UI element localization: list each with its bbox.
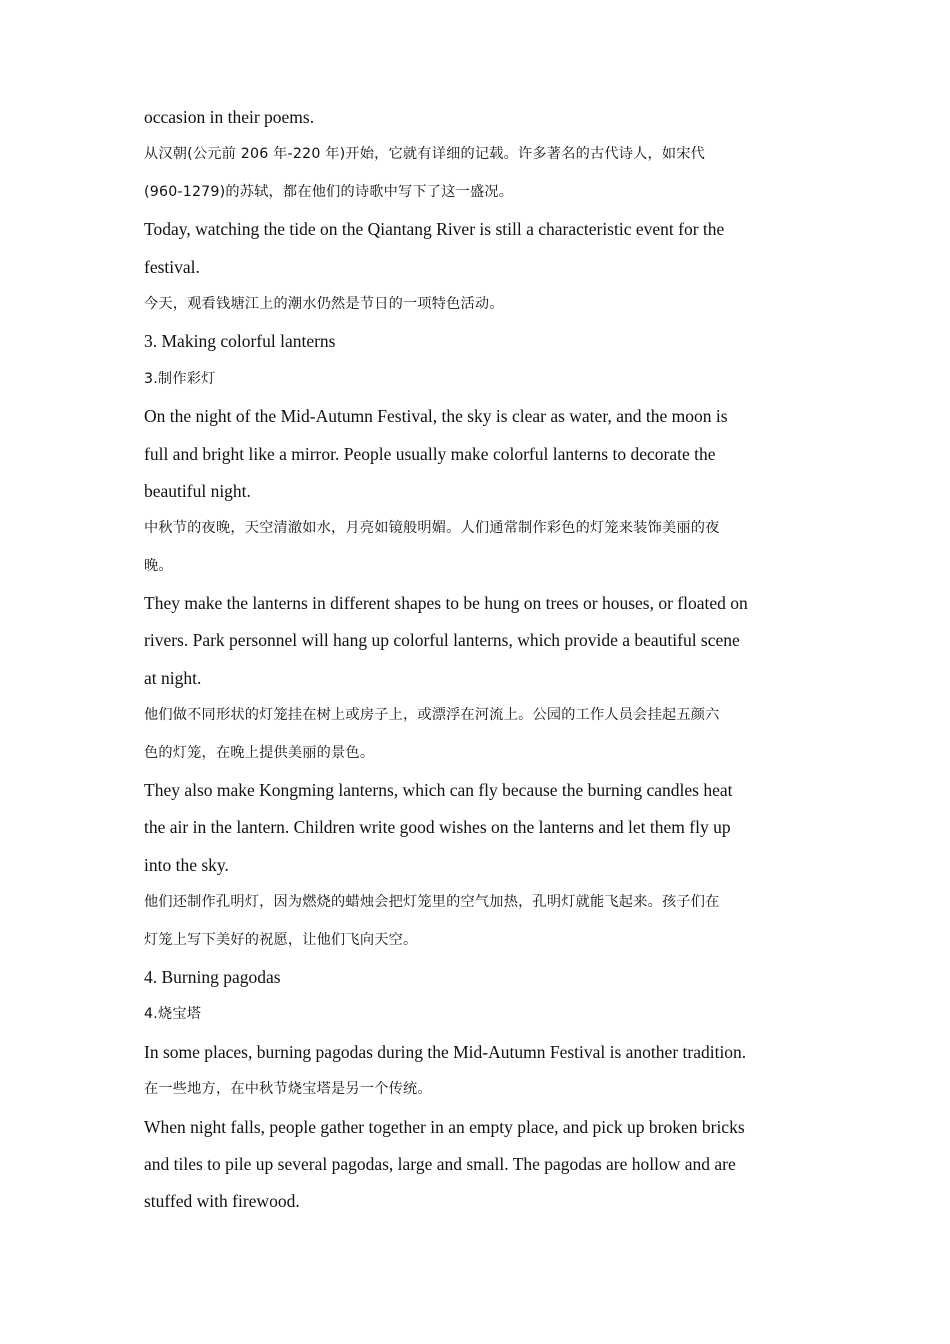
section-heading-zh: 3.制作彩灯 [144, 370, 216, 387]
text-line-zh: 从汉朝(公元前 206 年-220 年)开始，它就有详细的记载。许多著名的古代诗人，如宋代 [144, 146, 706, 163]
text-line-en: occasion in their poems. [144, 107, 315, 127]
text-line-en: into the sky. [144, 854, 229, 875]
text-line-en: at night. [144, 667, 202, 688]
text-line-en: stuffed with firewood. [144, 1191, 300, 1212]
text-line-en: In some places, burning pagodas during the Mid-Autumn Festival is another tradition. [144, 1041, 747, 1062]
text-line-en: and tiles to pile up several pagodas, large and small. The pagodas are hollow and are [144, 1153, 736, 1174]
text-line-zh: 晚。 [144, 557, 173, 574]
text-line-en: When night falls, people gather together in an empty place, and pick up broken bricks [144, 1116, 745, 1137]
text-line-en: They make the lanterns in different shapes to be hung on trees or houses, or floated on [144, 593, 748, 614]
text-line-zh: 他们做不同形状的灯笼挂在树上或房子上，或漂浮在河流上。公园的工作人员会挂起五颜六 [144, 707, 720, 724]
document-page [144, 99, 812, 1221]
text-line-zh: 今天，观看钱塘江上的潮水仍然是节日的一项特色活动。 [144, 295, 504, 312]
text-line-zh: 灯笼上写下美好的祝愿，让他们飞向天空。 [144, 931, 418, 948]
text-line-en: Today, watching the tide on the Qiantang River is still a characteristic event for the [144, 219, 725, 240]
section-heading-zh: 4.烧宝塔 [144, 1006, 202, 1023]
text-line-en: festival. [144, 256, 200, 277]
text-line-en: rivers. Park personnel will hang up colorful lanterns, which provide a beautiful scene [144, 630, 740, 651]
text-line-zh: 他们还制作孔明灯，因为燃烧的蜡烛会把灯笼里的空气加热，孔明灯就能飞起来。孩子们在 [144, 894, 720, 911]
text-line-zh: 在一些地方，在中秋节烧宝塔是另一个传统。 [144, 1081, 432, 1098]
text-line-en: They also make Kongming lanterns, which can fly because the burning candles heat [144, 780, 733, 801]
text-line-en: the air in the lantern. Children write good wishes on the lanterns and let them fly up [144, 817, 731, 838]
text-line-en: full and bright like a mirror. People usually make colorful lanterns to decorate the [144, 443, 716, 464]
section-heading-en: 4. Burning pagodas [144, 966, 281, 987]
text-line-en: On the night of the Mid-Autumn Festival, the sky is clear as water, and the moon is [144, 406, 728, 427]
text-line-zh: (960-1279)的苏轼，都在他们的诗歌中写下了这一盛况。 [144, 183, 514, 200]
text-line-zh: 色的灯笼，在晚上提供美丽的景色。 [144, 744, 375, 761]
text-line-en: beautiful night. [144, 480, 251, 501]
text-line-zh: 中秋节的夜晚，天空清澈如水，月亮如镜般明媚。人们通常制作彩色的灯笼来装饰美丽的夜 [144, 520, 720, 537]
section-heading-en: 3. Making colorful lanterns [144, 331, 336, 352]
